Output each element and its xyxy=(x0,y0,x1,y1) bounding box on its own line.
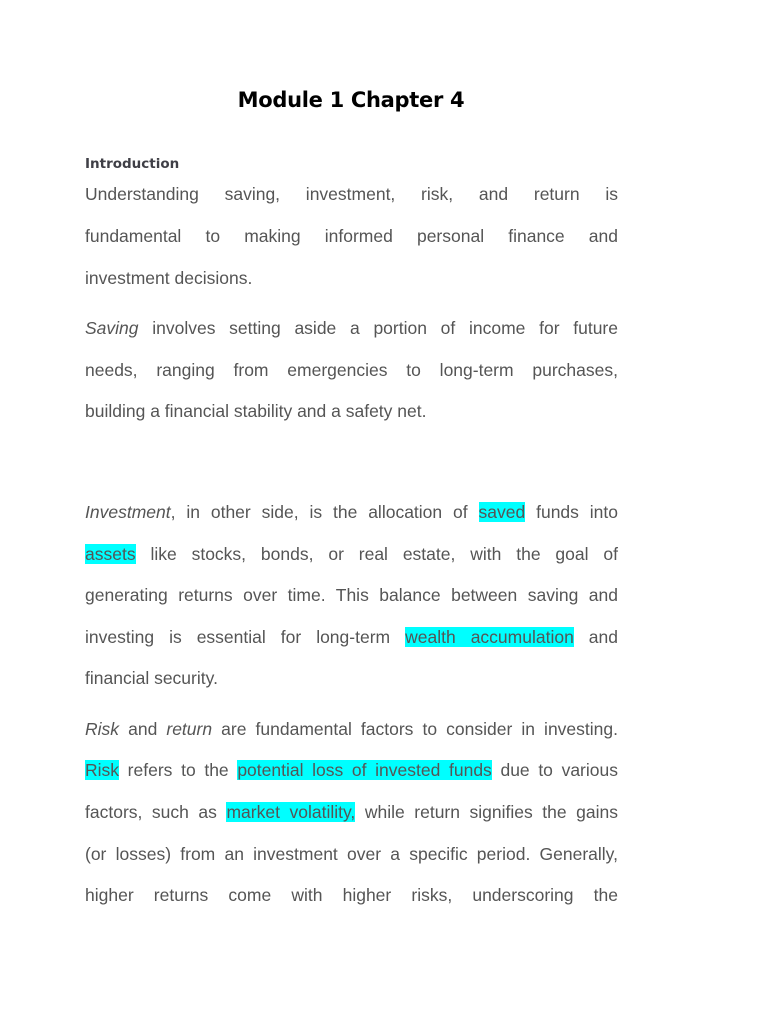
highlight-saved: saved xyxy=(478,502,526,522)
text-line: Understanding saving, investment, risk, and return is xyxy=(85,184,618,204)
page-title: Module 1 Chapter 4 xyxy=(237,88,465,112)
text-line xyxy=(85,317,618,339)
highlight-assets: assets xyxy=(85,544,136,564)
text-line: building a financial stability and a safety net. xyxy=(85,401,427,421)
text-span: due to various xyxy=(491,760,618,780)
highlight-potential-loss: potential loss of invested funds xyxy=(237,760,492,780)
term-saving: Saving xyxy=(85,318,139,338)
text-span: while return signifies the gains xyxy=(355,802,619,822)
text-line xyxy=(85,626,618,648)
text-span: , in other side, is the allocation of xyxy=(170,502,479,522)
highlight-risk: Risk xyxy=(85,760,120,780)
text-line xyxy=(85,759,618,781)
text-line: (or losses) from an investment over a specific period. Generally, xyxy=(85,844,618,864)
text-line xyxy=(85,718,618,740)
text-span: like stocks, bonds, or real estate, with the goal of xyxy=(135,544,618,564)
term-risk: Risk xyxy=(85,719,120,739)
text-span: investing is essential for long-term xyxy=(85,627,406,647)
highlight-market-volatility: market volatility, xyxy=(226,802,356,822)
text-line: investment decisions. xyxy=(85,268,253,288)
text-span: refers to the xyxy=(119,760,238,780)
text-line xyxy=(85,543,618,565)
section-heading: Introduction xyxy=(85,156,180,172)
text-line: needs, ranging from emergencies to long-term purchases, xyxy=(85,360,618,380)
text-line xyxy=(85,801,618,823)
highlight-wealth-accumulation: wealth accumulation xyxy=(405,627,574,647)
text-line: financial security. xyxy=(85,668,218,688)
text-span: and xyxy=(119,719,167,739)
text-line: fundamental to making informed personal finance and xyxy=(85,226,618,246)
text-span: funds into xyxy=(525,502,619,522)
text-span: are fundamental factors to consider in investing. xyxy=(212,719,618,739)
text-span: factors, such as xyxy=(85,802,227,822)
text-line: generating returns over time. This balance between saving and xyxy=(85,585,618,605)
text-line: higher returns come with higher risks, underscoring the xyxy=(85,885,618,905)
term-investment: Investment xyxy=(85,502,171,522)
term-return: return xyxy=(166,719,213,739)
text-span: and xyxy=(573,627,619,647)
text-line xyxy=(85,501,618,523)
text-span: involves setting aside a portion of income for future xyxy=(138,318,618,338)
